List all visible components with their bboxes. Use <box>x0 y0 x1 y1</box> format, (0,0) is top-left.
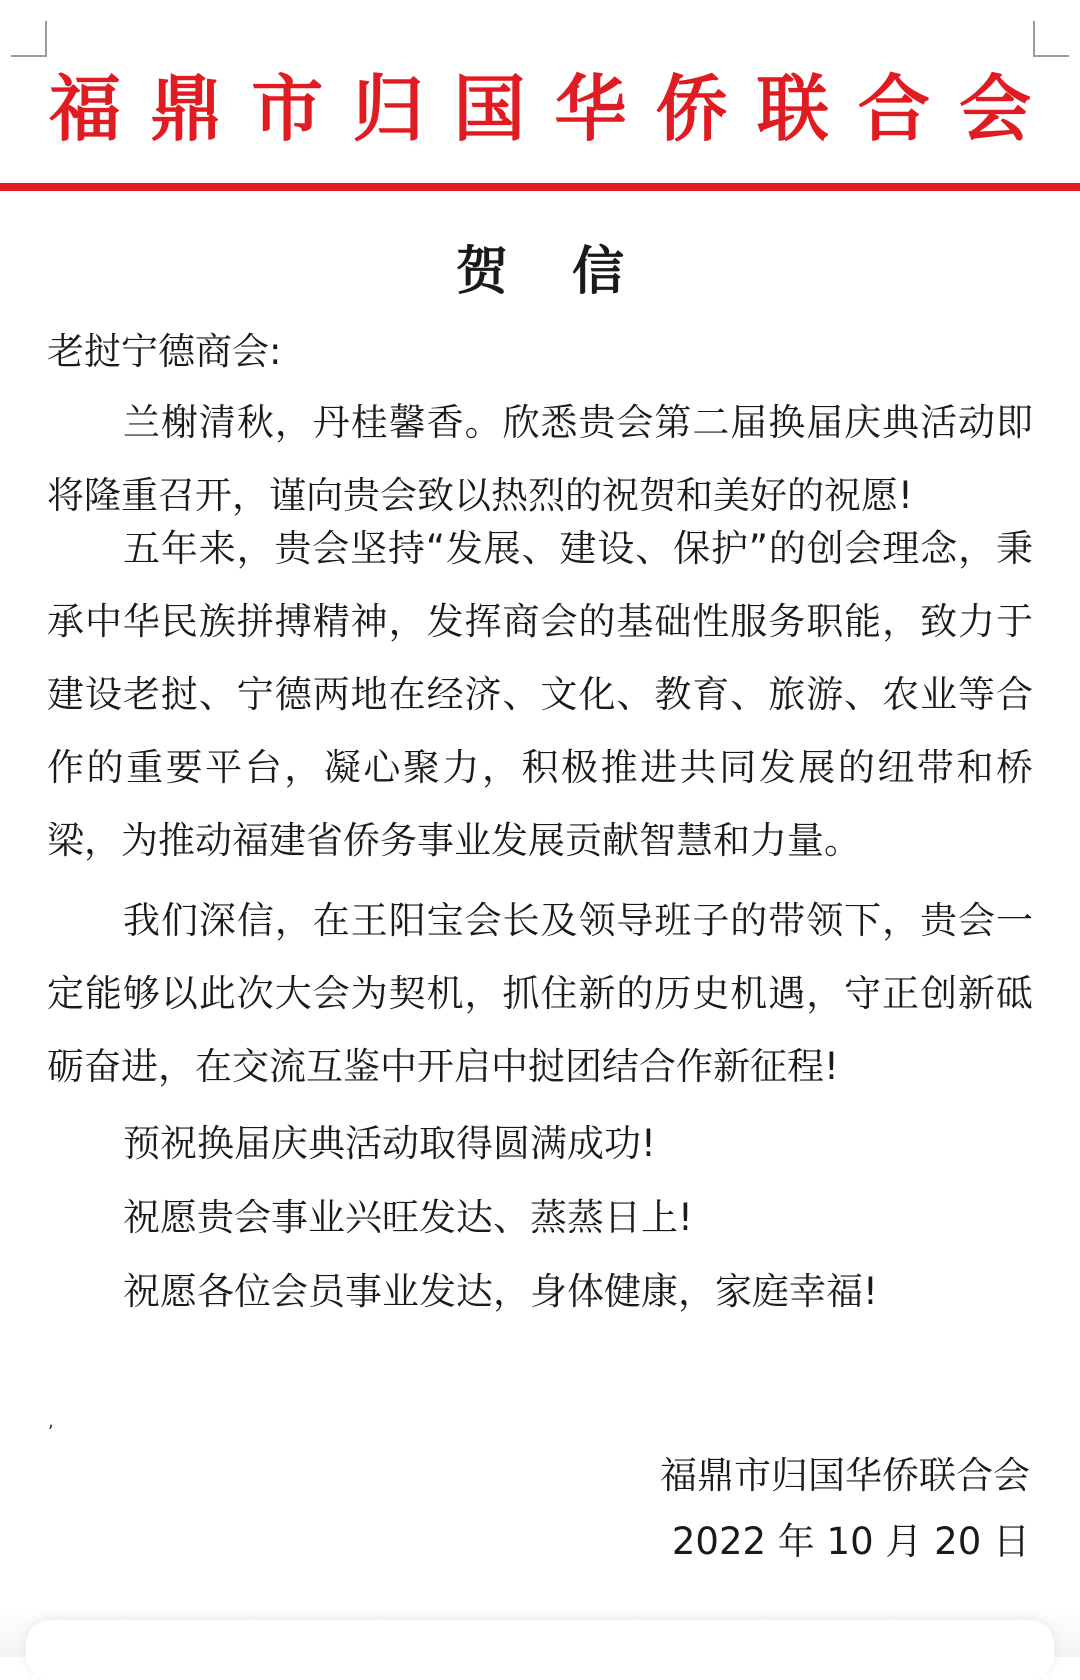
letterhead-char: 会 <box>958 67 1031 151</box>
letterhead-char: 联 <box>756 67 829 151</box>
body-paragraph: 我们深信，在王阳宝会长及领导班子的带领下，贵会一定能够以此次大会为契机，抓住新的历史机遇，守正创新砥砺奋进，在交流互鉴中开启中挝团结合作新征程! <box>47 899 1033 1088</box>
letterhead-char: 合 <box>857 67 930 151</box>
stray-comma-mark: , <box>48 1411 54 1432</box>
closing-wish: 祝愿贵会事业兴旺发达、蒸蒸日上! <box>123 1196 693 1239</box>
signature-date: 2022 年 10 月 20 日 <box>671 1520 1030 1563</box>
letterhead-char: 国 <box>453 67 526 151</box>
page-corner-mark-top-left <box>11 21 47 57</box>
letter-title: 贺信 <box>455 242 688 302</box>
bottom-panel <box>26 1620 1054 1680</box>
body-paragraph: 兰榭清秋，丹桂馨香。欣悉贵会第二届换届庆典活动即将隆重召开，谨向贵会致以热烈的祝贺和美好的祝愿! <box>47 401 1033 517</box>
signature-organization: 福鼎市归国华侨联合会 <box>660 1454 1030 1497</box>
letterhead-red-rule <box>0 183 1080 191</box>
salutation: 老挝宁德商会: <box>47 330 282 373</box>
closing-wish: 祝愿各位会员事业发达，身体健康，家庭幸福! <box>123 1270 878 1313</box>
letterhead-char: 华 <box>554 67 627 151</box>
letterhead-char: 侨 <box>655 67 728 151</box>
letterhead-char: 福 <box>48 67 121 151</box>
letterhead-char: 市 <box>251 67 324 151</box>
closing-wish: 预祝换届庆典活动取得圆满成功! <box>123 1122 656 1165</box>
letterhead-char: 归 <box>352 67 425 151</box>
letterhead-organization-name <box>48 64 1032 154</box>
body-paragraph: 五年来，贵会坚持“发展、建设、保护”的创会理念，秉承中华民族拼搏精神，发挥商会的基础性服务职能，致力于建设老挝、宁德两地在经济、文化、教育、旅游、农业等合作的重要平台，凝心聚力，积极推进共同发展的纽带和桥梁，为推动福建省侨务事业发展贡献智慧和力量。 <box>47 527 1033 862</box>
letterhead-char: 鼎 <box>150 67 223 151</box>
page-corner-mark-top-right <box>1033 21 1069 57</box>
